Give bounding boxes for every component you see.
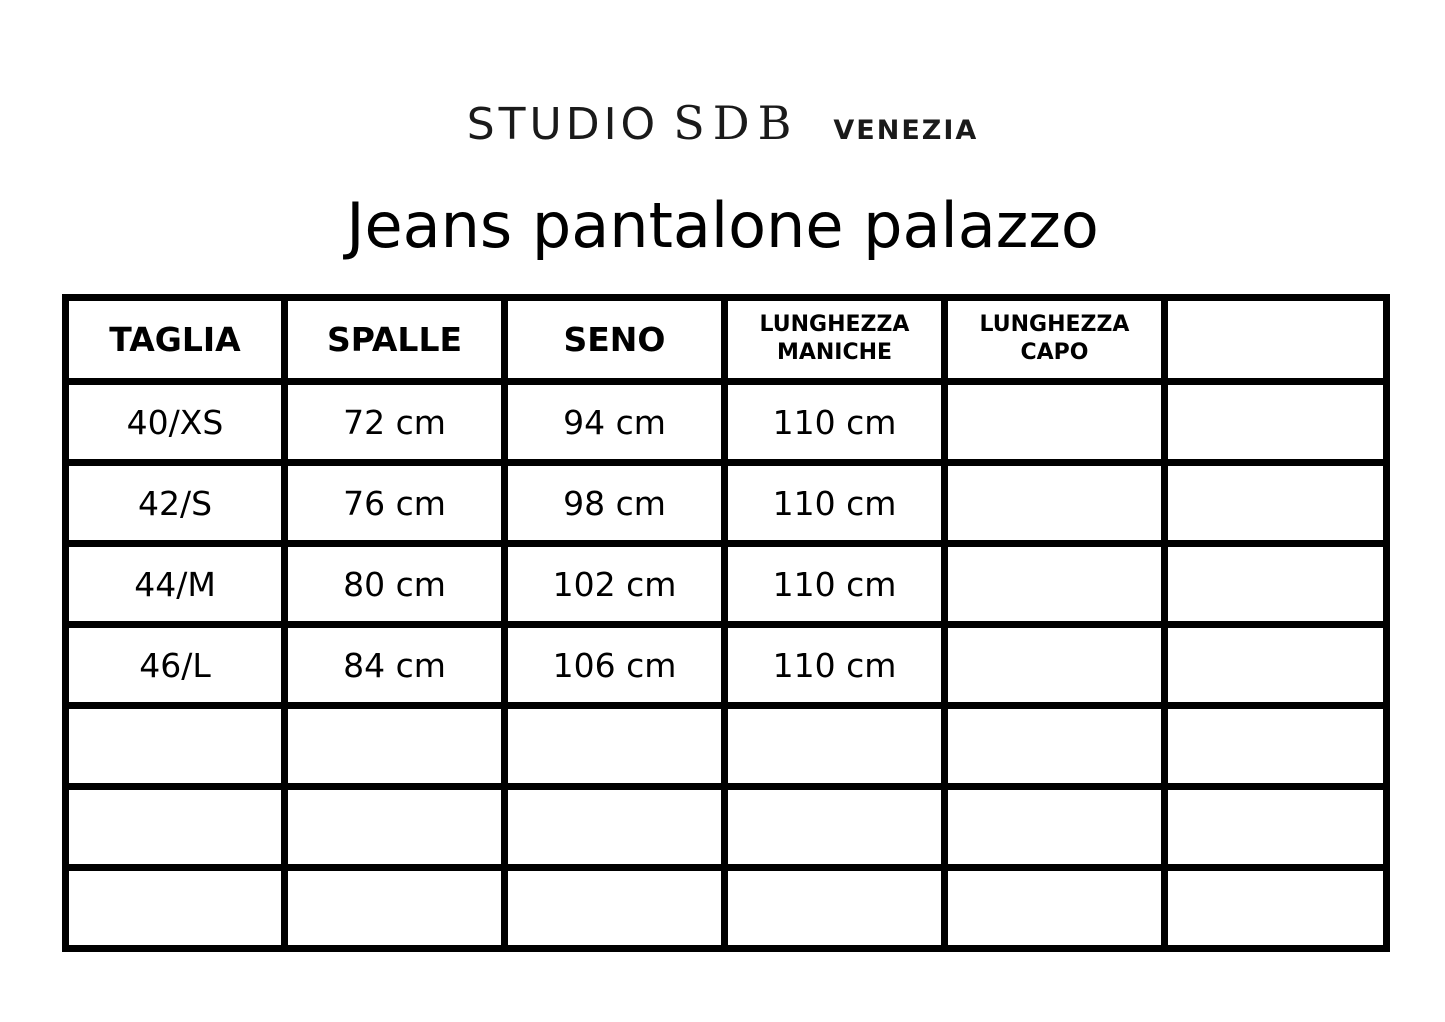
- cell-lunghezza-maniche: [725, 706, 945, 787]
- brand-city: VENEZIA: [833, 115, 979, 146]
- table-row: [66, 706, 1387, 787]
- cell-seno: 94 cm: [505, 382, 725, 463]
- cell-lunghezza-capo: [945, 787, 1165, 868]
- header-spalle: SPALLE: [285, 298, 505, 382]
- cell-lunghezza-capo: [945, 625, 1165, 706]
- header-empty: [1165, 298, 1387, 382]
- header-lunghezza-maniche-line2: MANICHE: [776, 340, 893, 365]
- cell-extra: [1165, 544, 1387, 625]
- cell-lunghezza-maniche: [725, 868, 945, 949]
- page-title: Jeans pantalone palazzo: [346, 189, 1099, 262]
- cell-spalle: 76 cm: [285, 463, 505, 544]
- table-row: [66, 868, 1387, 949]
- cell-extra: [1165, 463, 1387, 544]
- cell-lunghezza-maniche: 110 cm: [725, 544, 945, 625]
- cell-lunghezza-maniche: 110 cm: [725, 463, 945, 544]
- size-chart-table: [62, 294, 1390, 952]
- table-header-row: [66, 298, 1387, 382]
- cell-extra: [1165, 787, 1387, 868]
- cell-lunghezza-capo: [945, 544, 1165, 625]
- header-lunghezza-capo: [945, 298, 1165, 382]
- cell-spalle: 84 cm: [285, 625, 505, 706]
- brand-name-sdb: SDB: [673, 96, 800, 150]
- brand-logo: [0, 96, 1445, 152]
- table-row: [66, 787, 1387, 868]
- header-lunghezza-capo-line2: CAPO: [1020, 340, 1089, 365]
- table-row: [66, 382, 1387, 463]
- cell-taglia: 46/L: [66, 625, 285, 706]
- cell-seno: 102 cm: [505, 544, 725, 625]
- header-seno: SENO: [505, 298, 725, 382]
- cell-spalle: [285, 868, 505, 949]
- cell-lunghezza-capo: [945, 382, 1165, 463]
- cell-lunghezza-maniche: 110 cm: [725, 625, 945, 706]
- cell-seno: [505, 706, 725, 787]
- cell-lunghezza-maniche: 110 cm: [725, 382, 945, 463]
- header-lunghezza-capo-line1: LUNGHEZZA: [979, 312, 1130, 337]
- cell-spalle: [285, 706, 505, 787]
- table-row: [66, 463, 1387, 544]
- cell-extra: [1165, 706, 1387, 787]
- cell-extra: [1165, 625, 1387, 706]
- header-taglia: TAGLIA: [66, 298, 285, 382]
- header-lunghezza-maniche-line1: LUNGHEZZA: [759, 312, 910, 337]
- cell-seno: 98 cm: [505, 463, 725, 544]
- cell-lunghezza-capo: [945, 706, 1165, 787]
- cell-lunghezza-capo: [945, 463, 1165, 544]
- table-row: [66, 625, 1387, 706]
- cell-seno: [505, 868, 725, 949]
- cell-spalle: [285, 787, 505, 868]
- cell-taglia: [66, 787, 285, 868]
- cell-seno: [505, 787, 725, 868]
- cell-lunghezza-capo: [945, 868, 1165, 949]
- header-lunghezza-maniche: [725, 298, 945, 382]
- cell-taglia: 44/M: [66, 544, 285, 625]
- table-row: [66, 544, 1387, 625]
- cell-extra: [1165, 868, 1387, 949]
- cell-seno: 106 cm: [505, 625, 725, 706]
- cell-taglia: 42/S: [66, 463, 285, 544]
- brand-name-studio: STUDIO: [466, 99, 660, 150]
- cell-extra: [1165, 382, 1387, 463]
- cell-taglia: 40/XS: [66, 382, 285, 463]
- cell-lunghezza-maniche: [725, 787, 945, 868]
- cell-taglia: [66, 868, 285, 949]
- cell-spalle: 72 cm: [285, 382, 505, 463]
- cell-spalle: 80 cm: [285, 544, 505, 625]
- cell-taglia: [66, 706, 285, 787]
